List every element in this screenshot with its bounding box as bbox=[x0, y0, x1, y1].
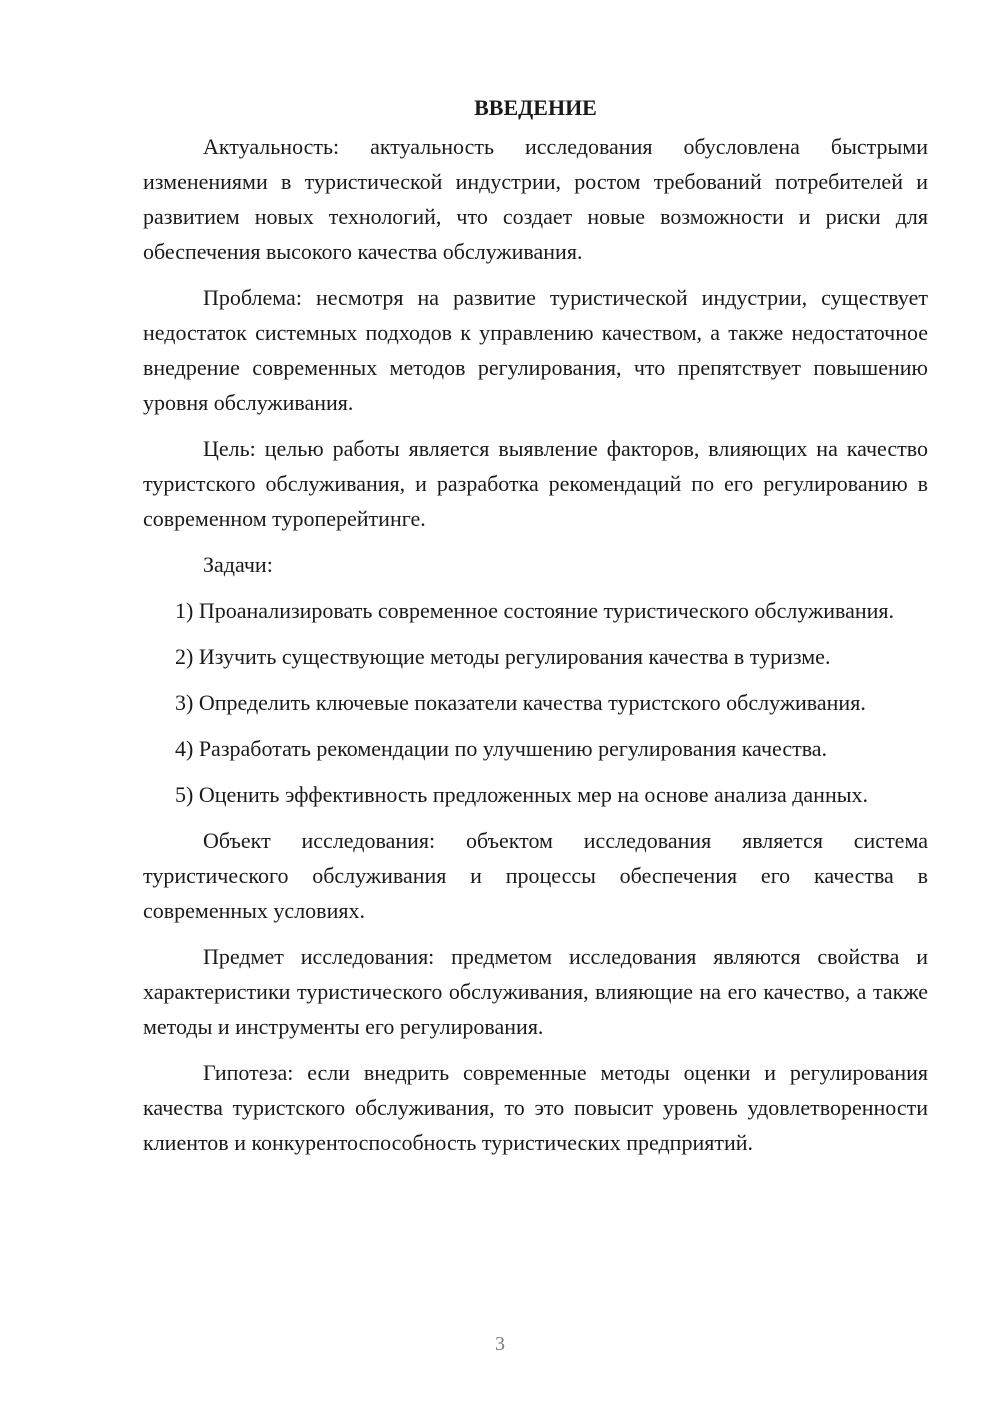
object-paragraph: Объект исследования: объектом исследования является система туристического обслуживания и процессы обеспечения его качества в современных условиях. bbox=[143, 828, 928, 923]
tasks-label: Задачи: bbox=[203, 552, 273, 577]
task-item-5: 5) Оценить эффективность предложенных мер на основе анализа данных. bbox=[175, 782, 869, 807]
task-item-2: 2) Изучить существующие методы регулирования качества в туризме. bbox=[175, 644, 831, 669]
document-page bbox=[143, 90, 928, 1171]
problem-paragraph: Проблема: несмотря на развитие туристической индустрии, существует недостаток системных подходов к управлению качеством, а также недостаточное внедрение современных методов регулирования, что препятствует повышению уровня обслуживания. bbox=[143, 285, 928, 415]
subject-paragraph: Предмет исследования: предметом исследования являются свойства и характеристики туристического обслуживания, влияющие на его качество, а также методы и инструменты его регулирования. bbox=[143, 944, 928, 1039]
task-item-1: 1) Проанализировать современное состояние туристического обслуживания. bbox=[175, 598, 895, 623]
task-item-3: 3) Определить ключевые показатели качества туристского обслуживания. bbox=[175, 690, 866, 715]
relevance-paragraph: Актуальность: актуальность исследования обусловлена быстрыми изменениями в туристической индустрии, ростом требований потребителей и развитием новых технологий, что создает новые возможности и риски для обеспечения высокого качества обслуживания. bbox=[143, 134, 928, 264]
task-item-4: 4) Разработать рекомендации по улучшению регулирования качества. bbox=[175, 736, 828, 761]
page-title: ВВЕДЕНИЕ bbox=[474, 95, 597, 120]
hypothesis-paragraph: Гипотеза: если внедрить современные методы оценки и регулирования качества туристского обслуживания, то это повысит уровень удовлетворенности клиентов и конкурентоспособность туристических предприятий. bbox=[143, 1060, 928, 1155]
page-number: 3 bbox=[495, 1333, 505, 1355]
goal-paragraph: Цель: целью работы является выявление факторов, влияющих на качество туристского обслуживания, и разработка рекомендаций по его регулированию в современном туроперейтинге. bbox=[143, 436, 928, 531]
